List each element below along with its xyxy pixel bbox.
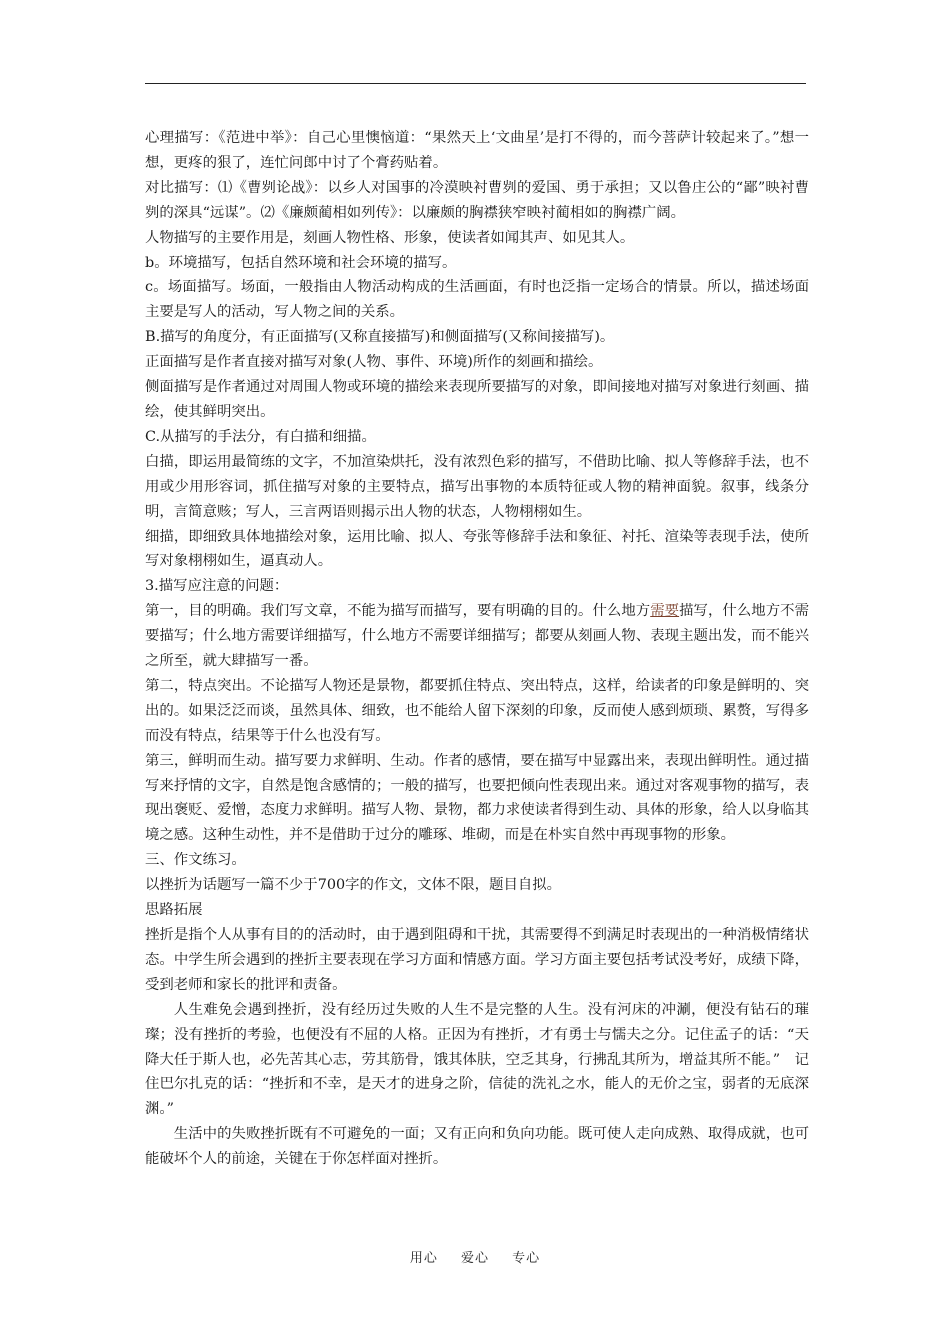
paragraph-contrast-description: 对比描写：⑴《曹刿论战》：以乡人对国事的冷漠映衬曹刿的爱国、勇于承担；又以鲁庄公的“鄙”映衬曹刿的深具“远谋”。⑵《廉颇蔺相如列传》：以廉颇的胸襟狭窄映衬蔺相如的胸襟广阔。 <box>145 179 809 221</box>
paragraph-life-frustration: 人生难免会遇到挫折，没有经历过失败的人生不是完整的人生。没有河床的冲涮，便没有钻石的璀璨；没有挫折的考验，也便没有不屈的人格。正因为有挫折，才有勇士与懦夫之分。记住孟子的话：“天降大任于斯人也，必先苦其心志，劳其筋骨，饿其体肤，空乏其身，行拂乱其所为，增益其所不能。” 记住巴尔扎克的话：“挫折和不幸，是天才的进身之阶，信徒的洗礼之水，能人的无价之宝，弱者的无底深渊。” <box>145 1001 809 1118</box>
paragraph-description-angle: B.描写的角度分，有正面描写(又称直接描写)和侧面描写(又称间接描写)。 <box>145 329 615 346</box>
first-point-before: 第一，目的明确。我们写文章，不能为描写而描写，要有明确的目的。什么地方 <box>145 603 651 620</box>
footer-item-focus: 专心 <box>512 1251 541 1266</box>
paragraph-character-description-purpose: 人物描写的主要作用是，刻画人物性格、形象，使读者如闻其声、如见其人。 <box>145 229 635 246</box>
footer-item-care: 用心 <box>409 1251 438 1266</box>
document-body <box>145 126 809 1172</box>
paragraph-failure-in-life: 生活中的失败挫折既有不可避免的一面；又有正向和负向功能。既可使人走向成熟、取得成就，也可能破坏个人的前途，关键在于你怎样面对挫折。 <box>145 1126 809 1168</box>
paragraph-environment-description: b。环境描写，包括自然环境和社会环境的描写。 <box>145 254 457 271</box>
paragraph-composition-prompt: 以挫折为话题写一篇不少于700字的作文，文体不限，题目自拟。 <box>145 877 562 894</box>
paragraph-second-point: 第二，特点突出。不论描写人物还是景物，都要抓住特点、突出特点，这样，给读者的印象是鲜明的、突出的。如果泛泛而谈，虽然具体、细致，也不能给人留下深刻的印象，反而使人感到烦琐、累赘，写得多而没有特点，结果等于什么也没有写。 <box>145 677 809 744</box>
paragraph-first-point <box>145 599 809 674</box>
paragraph-psychological-description: 心理描写：《范进中举》：自己心里懊恼道：“果然天上‘文曲星’是打不得的，而今菩萨计较起来了。”想一想，更疼的狠了，连忙问郎中讨了个膏药贴着。 <box>145 130 809 171</box>
paragraph-description-issues-heading: 3.描写应注意的问题： <box>145 578 289 595</box>
paragraph-thinking-expansion: 思路拓展 <box>145 902 203 919</box>
paragraph-indirect-description: 侧面描写是作者通过对周围人物或环境的描绘来表现所要描写的对象，即间接地对描写对象进行刻画、描绘，使其鲜明突出。 <box>145 379 809 420</box>
page-footer <box>0 1247 950 1266</box>
paragraph-third-point: 第三，鲜明而生动。描写要力求鲜明、生动。作者的感情，要在描写中显露出来，表现出鲜明性。通过描写来抒情的文字，自然是饱含感情的；一般的描写，也要把倾向性表现出来。通过对客观事物的描写，表现出褒贬、爱憎，态度力求鲜明。描写人物、景物，都力求使读者得到生动、具体的形象，给人以身临其境之感。这种生动性，并不是借助于过分的雕琢、堆砌，而是在朴实自然中再现事物的形象。 <box>145 752 809 844</box>
paragraph-description-technique: C.从描写的手法分，有白描和细描。 <box>145 428 376 445</box>
paragraph-frustration-definition: 挫折是指个人从事有目的的活动时，由于遇到阻碍和干扰，其需要得不到满足时表现出的一种消极情绪状态。中学生所会遇到的挫折主要表现在学习方面和情感方面。学习方面主要包括考试没考好，成绩下降，受到老师和家长的批评和责备。 <box>145 927 809 993</box>
paragraph-scene-description: c。场面描写。场面，一般指由人物活动构成的生活画面，有时也泛指一定场合的情景。所以，描述场面主要是写人的活动，写人物之间的关系。 <box>145 279 809 321</box>
paragraph-detailed-description: 细描，即细致具体地描绘对象，运用比喻、拟人、夸张等修辞手法和象征、衬托、渲染等表现手法，使所写对象栩栩如生，逼真动人。 <box>145 528 809 570</box>
paragraph-composition-exercise-heading: 三、作文练习。 <box>145 852 246 869</box>
first-point-after: 描写，什么地方不需要描写；什么地方需要详细描写，什么地方不需要详细描写；都要从刻画人物、表现主题出发，而不能兴之所至，就大肆描写一番。 <box>145 603 809 670</box>
footer-item-love: 爱心 <box>460 1251 489 1266</box>
header-rule <box>145 83 806 84</box>
paragraph-direct-description: 正面描写是作者直接对描写对象(人物、事件、环境)所作的刻画和描绘。 <box>145 354 603 371</box>
need-link[interactable]: 需要 <box>650 603 680 620</box>
paragraph-plain-sketch: 白描，即运用最简练的文字，不加渲染烘托，没有浓烈色彩的描写，不借助比喻、拟人等修辞手法，也不用或少用形容词，抓住描写对象的主要特点，描写出事物的本质特征或人物的精神面貌。叙事，线条分明，言简意赅；写人，三言两语则揭示出人物的状态，人物栩栩如生。 <box>145 453 809 520</box>
